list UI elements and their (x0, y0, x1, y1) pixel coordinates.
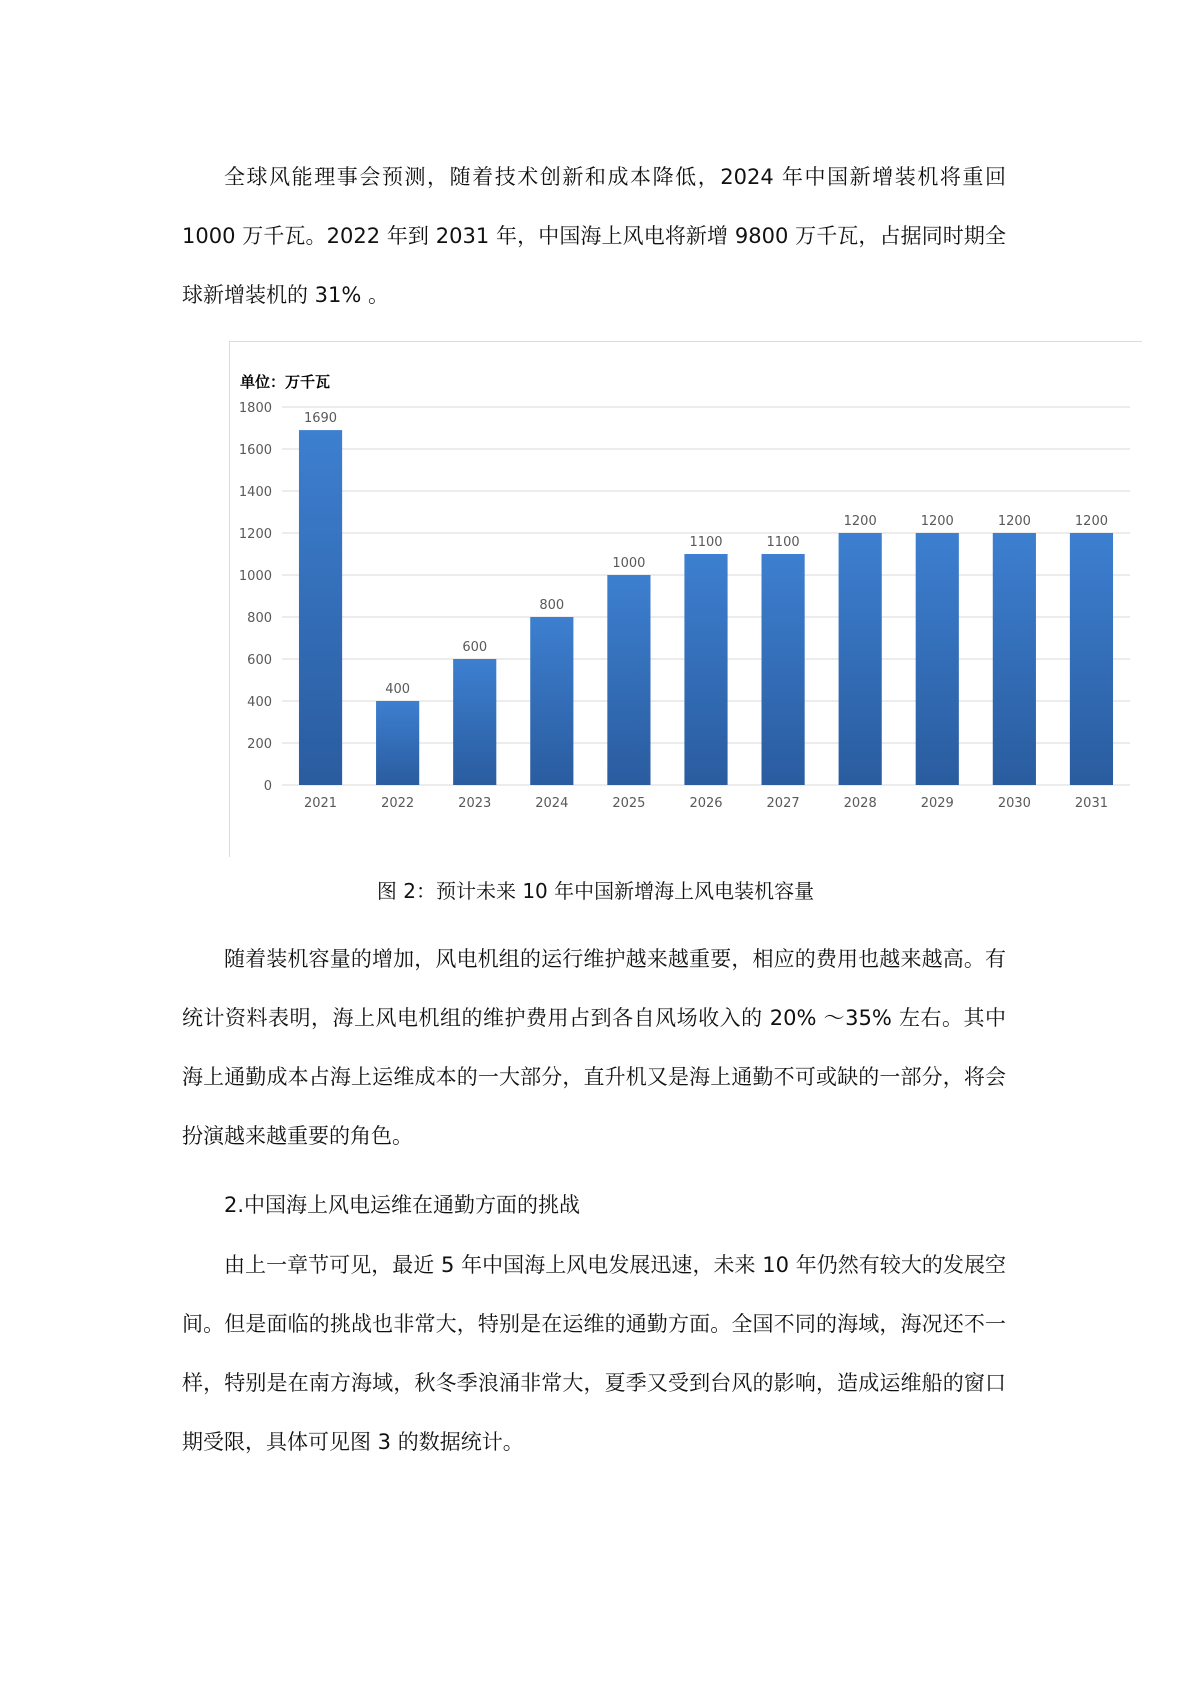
bar-2028 (839, 533, 882, 785)
data-label: 400 (385, 682, 411, 697)
x-tick-label: 2029 (920, 796, 954, 811)
bar-2027 (762, 554, 805, 785)
bar-chart (229, 341, 1142, 857)
section-heading: 2.中国海上风电运维在通勤方面的挑战 (224, 1193, 581, 1217)
data-label: 1000 (612, 556, 646, 571)
bar-2025 (607, 575, 650, 785)
data-label: 1100 (766, 535, 800, 550)
chart-title: 单位：万千瓦 (240, 373, 331, 391)
y-tick-label: 400 (247, 695, 272, 710)
bar-2029 (916, 533, 959, 785)
y-tick-label: 0 (263, 779, 272, 794)
bar-2023 (453, 659, 496, 785)
y-tick-label: 1400 (238, 485, 272, 500)
x-tick-label: 2021 (303, 796, 338, 811)
y-tick-label: 600 (247, 653, 272, 668)
data-label: 1200 (1074, 514, 1109, 529)
data-label: 1690 (303, 411, 338, 427)
x-axis-ticks (304, 796, 1108, 811)
bars (299, 430, 1113, 785)
y-tick-label: 1800 (238, 401, 272, 416)
paragraph: 全球风能理事会预测，随着技术创新和成本降低，2024 年中国新增装机将重回 1000 万千瓦。2022 年到 2031 年，中国海上风电将新增 9800 万千瓦，占据同时期全球新增装机的 31% 。 (182, 165, 1006, 307)
bar-2021 (299, 430, 342, 785)
data-label: 1100 (689, 535, 723, 550)
bar-2026 (684, 554, 727, 785)
data-label: 1200 (920, 514, 954, 529)
y-tick-label: 1000 (238, 569, 272, 584)
chart-canvas (230, 342, 1142, 857)
x-tick-label: 2030 (997, 796, 1031, 811)
x-tick-label: 2027 (766, 796, 800, 811)
bar-2030 (993, 533, 1036, 785)
x-tick-label: 2025 (612, 796, 646, 811)
bar-2024 (530, 617, 573, 785)
paragraph: 随着装机容量的增加，风电机组的运行维护越来越重要，相应的费用也越来越高。有统计资料表明，海上风电机组的维护费用占到各自风场收入的 20% ～35% 左右。其中海上通勤成本占海上运维成本的一大部分，直升机又是海上通勤不可或缺的一部分，将会扮演越来越重要的角色。 (182, 947, 1006, 1148)
x-tick-label: 2031 (1074, 796, 1109, 811)
y-axis-ticks (239, 401, 272, 794)
y-tick-label: 800 (247, 611, 272, 626)
bar-2022 (376, 701, 419, 785)
y-tick-label: 1600 (238, 443, 272, 458)
data-label: 600 (462, 640, 488, 655)
x-tick-label: 2022 (381, 796, 415, 811)
data-label: 1200 (997, 514, 1031, 529)
y-tick-label: 200 (247, 737, 272, 752)
x-tick-label: 2023 (458, 796, 492, 811)
y-tick-label: 1200 (238, 527, 272, 542)
x-tick-label: 2024 (535, 796, 569, 811)
x-tick-label: 2026 (689, 796, 723, 811)
figure-caption: 图 2：预计未来 10 年中国新增海上风电装机容量 (376, 879, 815, 903)
x-tick-label: 2028 (843, 796, 877, 811)
paragraph: 由上一章节可见，最近 5 年中国海上风电发展迅速，未来 10 年仍然有较大的发展空间。但是面临的挑战也非常大，特别是在运维的通勤方面。全国不同的海域，海况还不一样，特别是在南方海域，秋冬季浪涌非常大，夏季又受到台风的影响，造成运维船的窗口期受限，具体可见图 3 的数据统计。 (182, 1253, 1006, 1454)
data-label: 800 (539, 598, 565, 613)
data-label: 1200 (843, 514, 877, 529)
bar-2031 (1070, 533, 1113, 785)
